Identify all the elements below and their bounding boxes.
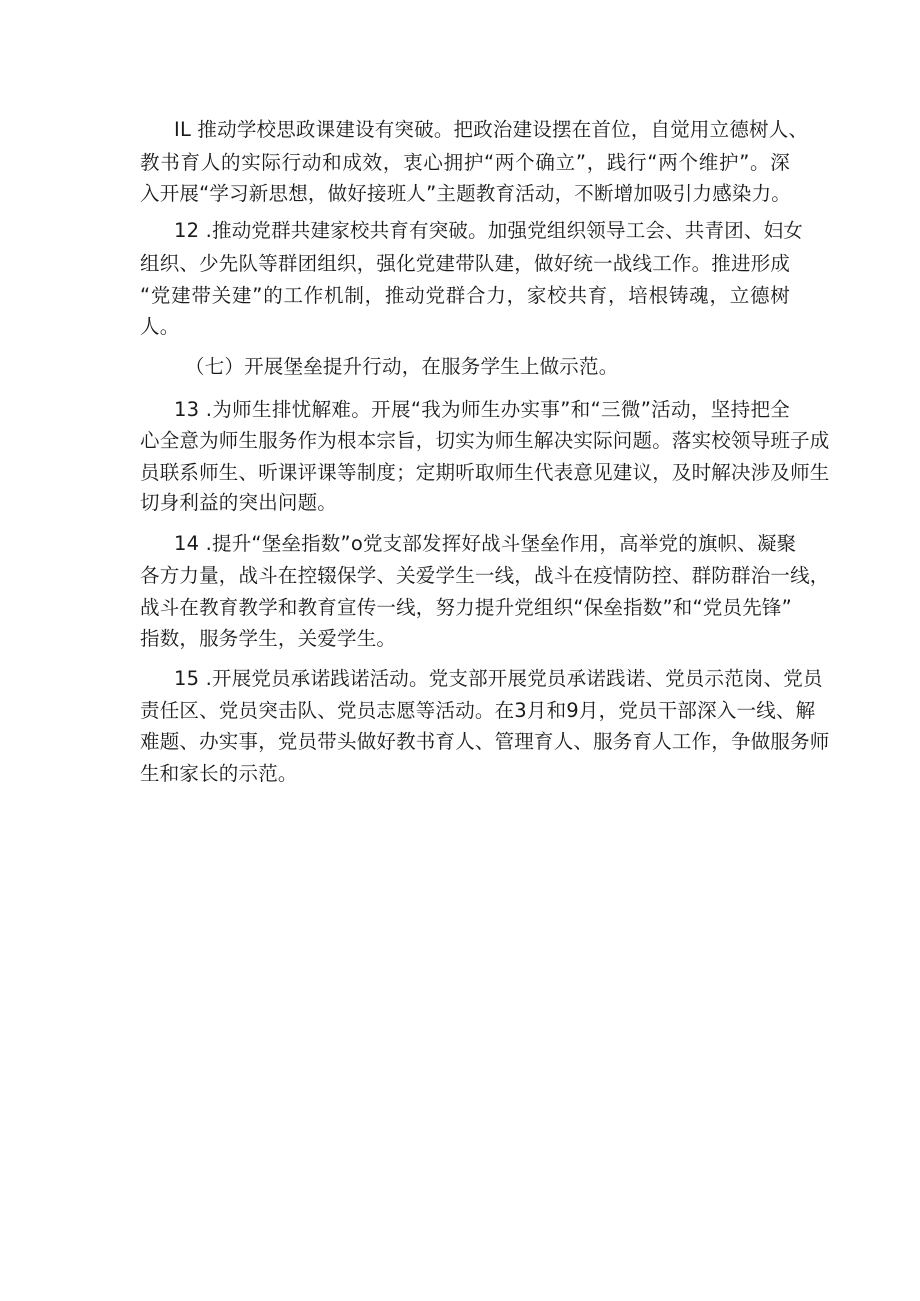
heading-text: （七）开展堡垒提升行动，在服务学生上做示范。 [185,355,619,378]
text-line: 12 .推动党群共建家校共育有突破。加强党组织领导工会、共青团、妇女 [174,219,804,242]
text-line: 生和家长的示范。 [140,762,298,785]
text-line: 入开展“学习新思想，做好接班人”主题教育活动，不断增加吸引力感染力。 [140,182,792,205]
text-line: 指数，服务学生，关爱学生。 [140,627,397,650]
text-line: 战斗在教育教学和教育宣传一线，努力提升党组织“保垒指数”和“党员先锋” [140,596,792,619]
text-line: 人。 [140,315,180,338]
text-line: 心全意为师生服务作为根本宗旨，切实为师生解决实际问题。落实校领导班子成 [140,429,830,452]
text-line: 员联系师生、听课评课等制度；定期听取师生代表意见建议，及时解决涉及师生 [140,461,830,484]
text-line: 切身利益的突出问题。 [140,491,338,514]
text-line: 难题、办实事，党员带头做好教书育人、管理育人、服务育人工作，争做服务师 [140,730,830,753]
text-line: 责任区、党员突击队、党员志愿等活动。在3月和9月，党员干部深入一线、解 [140,699,816,722]
text-line: 组织、少先队等群团组织，强化党建带队建，做好统一战线工作。推进形成 [140,252,791,275]
text-line: 教书育人的实际行动和成效，衷心拥护“两个确立”，践行“两个维护”。深 [140,151,790,174]
text-line: 15 .开展党员承诺践诺活动。党支部开展党员承诺践诺、党员示范岗、党员 [174,667,823,690]
text-line: 14 .提升“堡垒指数”o党支部发挥好战斗堡垒作用，高举党的旗帜、凝聚 [174,532,797,555]
text-line: 各方力量，战斗在控辍保学、关爱学生一线，战斗在疫情防控、群防群治一线， [140,564,830,587]
text-line: “党建带关建”的工作机制，推动党群合力，家校共育，培根铸魂，立德树 [140,284,790,307]
text-line: 13 .为师生排忧解难。开展“我为师生办实事”和“三微”活动，坚持把全 [174,398,790,421]
text-line: IL 推动学校思政课建设有突破。把政治建设摆在首位，自觉用立德树人、 [174,118,809,141]
